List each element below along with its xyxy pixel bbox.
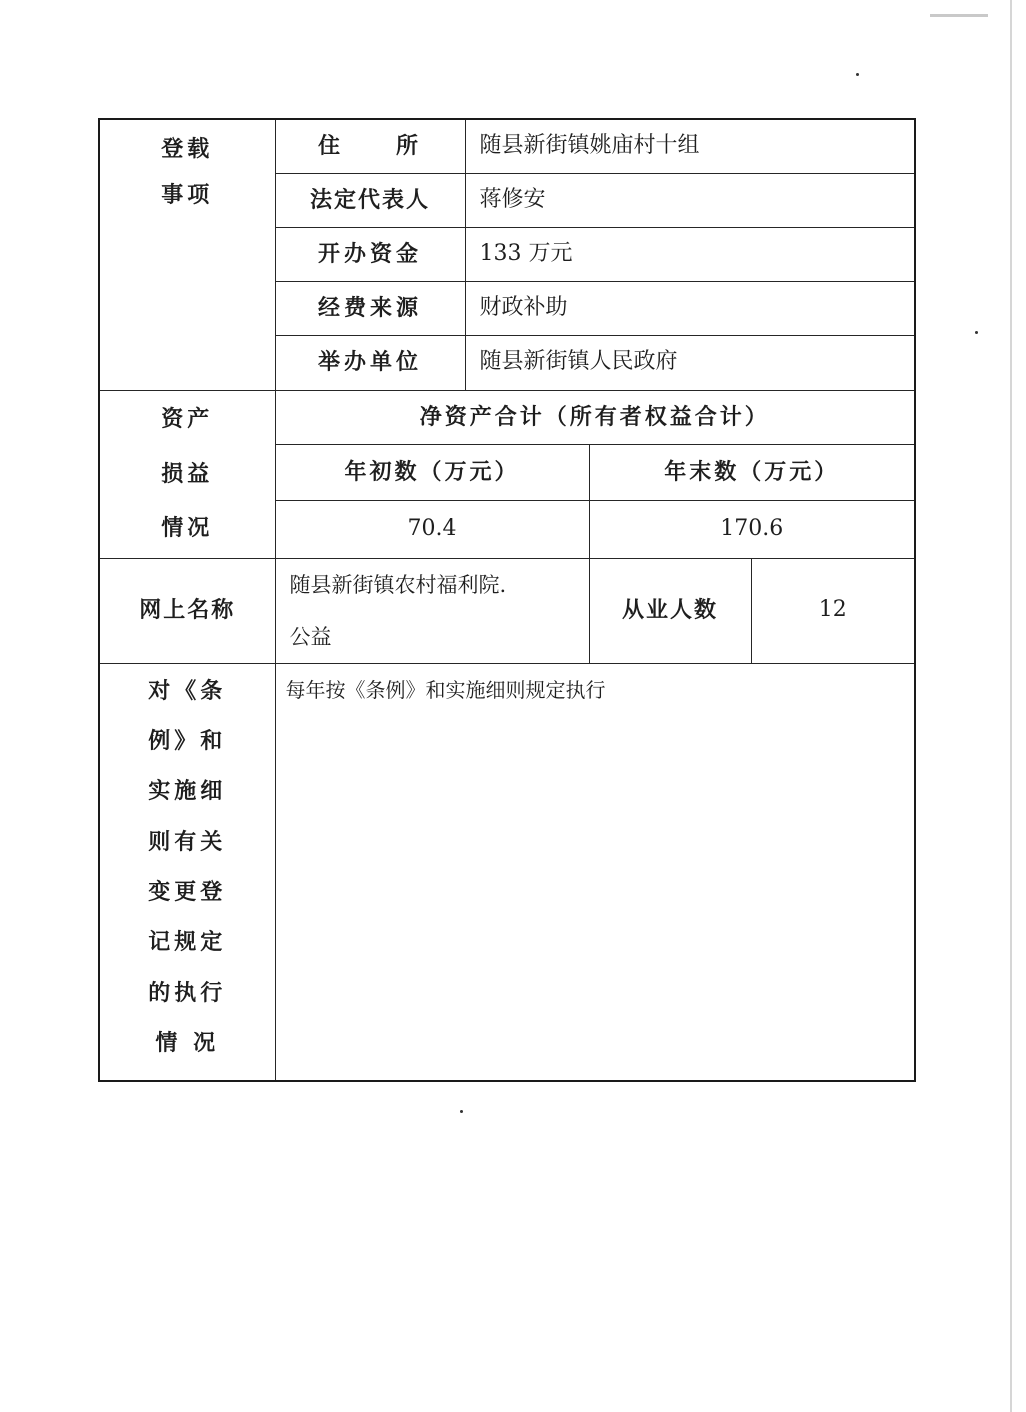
section-label-line: 则有关 <box>148 828 227 855</box>
funding-source-value: 财政补助 <box>465 281 915 335</box>
scan-edge-line <box>1010 0 1012 1412</box>
table-row <box>99 119 915 173</box>
section-label-line: 变更登 <box>148 879 227 906</box>
section-label-line: 实施细 <box>148 778 227 805</box>
funding-source-label: 经费来源 <box>275 281 465 335</box>
compliance-section-label <box>99 663 275 1081</box>
scan-speck <box>460 1110 463 1113</box>
section-label-line: 的执行 <box>148 979 227 1006</box>
section-label-line: 情 况 <box>155 1030 220 1057</box>
section-label-line: 事项 <box>161 182 214 209</box>
scan-speck <box>856 73 859 76</box>
start-funds-value: 133 万元 <box>465 227 915 281</box>
online-name-value <box>275 558 589 663</box>
online-name-label: 网上名称 <box>99 558 275 663</box>
section-label-line: 对《条 <box>148 677 227 704</box>
section-label-line: 情况 <box>161 515 214 542</box>
section-label-line: 例》和 <box>148 727 227 754</box>
section-label-line: 记规定 <box>148 929 227 956</box>
table-row <box>99 390 915 444</box>
end-of-year-label: 年末数（万元） <box>589 444 915 500</box>
begin-of-year-value: 70.4 <box>275 500 589 558</box>
staff-count-label: 从业人数 <box>589 558 751 663</box>
sponsor-unit-value: 随县新街镇人民政府 <box>465 335 915 390</box>
address-value: 随县新街镇姚庙村十组 <box>465 119 915 173</box>
section-label-line: 损益 <box>161 460 214 487</box>
online-name-line: 随县新街镇农村福利院. <box>289 572 507 597</box>
start-funds-label: 开办资金 <box>275 227 465 281</box>
assets-section-label <box>99 390 275 558</box>
scan-mark <box>930 14 988 17</box>
net-assets-heading: 净资产合计（所有者权益合计） <box>275 390 915 444</box>
end-of-year-value: 170.6 <box>589 500 915 558</box>
registration-section-label <box>99 119 275 390</box>
section-label-line: 资产 <box>161 406 214 433</box>
compliance-value: 每年按《条例》和实施细则规定执行 <box>275 663 915 1081</box>
table-row <box>99 558 915 663</box>
address-label: 住 所 <box>275 119 465 173</box>
scan-speck <box>975 331 978 334</box>
sponsor-unit-label: 举办单位 <box>275 335 465 390</box>
legal-representative-value: 蒋修安 <box>465 173 915 227</box>
staff-count-value: 12 <box>751 558 915 663</box>
registration-form-table <box>98 118 916 1082</box>
section-label-line: 登载 <box>161 136 214 162</box>
online-name-line: 公益 <box>289 624 332 649</box>
legal-representative-label: 法定代表人 <box>275 173 465 227</box>
table-row <box>99 663 915 1081</box>
begin-of-year-label: 年初数（万元） <box>275 444 589 500</box>
